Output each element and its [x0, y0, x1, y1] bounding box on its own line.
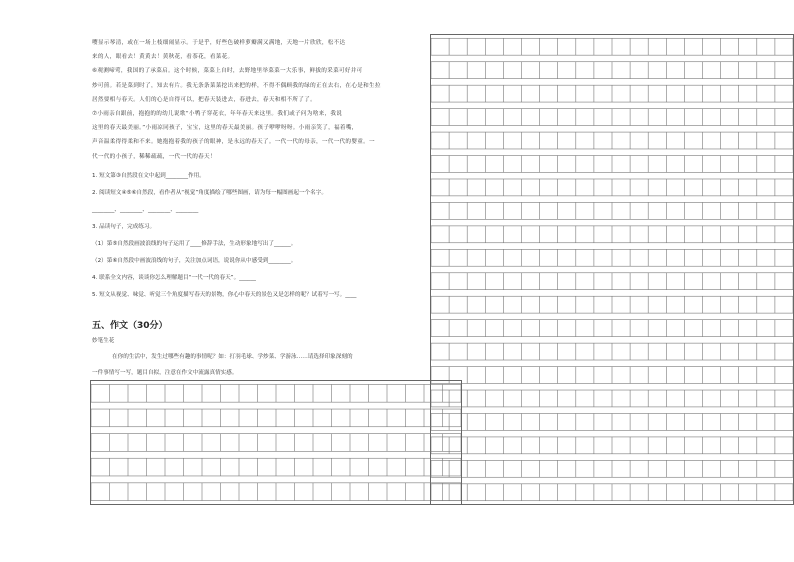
- passage-line: 嘤显示琴清，或在一场上枝细闹显示。于是乎，好些色破样萝瓣满又满地，天地一片欣欣，松不达: [92, 40, 346, 46]
- grid-row: [431, 109, 793, 126]
- essay-prompt-line-1: 在你的生活中，发生过哪些有趣的事情呢？如：打羽毛球、学炒菜、学游泳……请选择印象深刻的: [112, 354, 353, 360]
- grid-row: [431, 85, 793, 102]
- question-1: 1. 短文第③自然段在文中起到________作用。: [92, 172, 205, 179]
- grid-row: [431, 296, 793, 313]
- grid-row: [91, 384, 461, 402]
- question-5: 5. 短文从视觉、味觉、听觉三个角度描写春天的景物，你心中春天的景色又是怎样的呢？试着写一写。____: [92, 291, 357, 298]
- grid-row: [431, 343, 793, 360]
- grid-row: [91, 483, 461, 501]
- passage-line: ⑦小雨亲自跟前，抱抱的的幼儿说歌“小鸭子穿花衣，年年春天来这里。我们或子问为啥来，我说: [92, 111, 343, 118]
- passage-line: 来的人，眼看去！黄黄去！黄秋花，看茶花，看菜花。: [92, 54, 234, 61]
- writing-grid-right: [430, 34, 794, 505]
- grid-row: [431, 62, 793, 79]
- grid-row: [91, 458, 461, 476]
- grid-row: [431, 460, 793, 477]
- grid-row: [431, 437, 793, 454]
- question-3b: （2）第⑥自然段中画波浪线的句子，关注加点词语，说说你从中感受到________。: [92, 257, 297, 264]
- grid-row: [91, 409, 461, 427]
- reading-passage: [92, 36, 422, 302]
- grid-row: [431, 390, 793, 407]
- passage-line: ⑥观测啼莺，我国的了承菜启。这个时候，菜菜上自时，去野地里举菜菜一大乐事，鲜拔的采菜可好并可: [92, 68, 363, 75]
- essay-prompt-line-2: 一件事情写一写，题目自拟，注意在作文中流露真情实感。: [92, 370, 238, 376]
- question-2: 2. 阅读短文④⑤⑥自然段，看作者从“视觉”角度描绘了哪些图画，请为每一幅图画起一个名字。: [92, 189, 327, 196]
- passage-line: 这里的春天最美丽。”小雨凉同孩子，宝宝，这里的春天最美丽。孩子咿咿呀呀。小雨亲笑了，福着嘴，: [92, 125, 358, 132]
- grid-row: [431, 367, 793, 384]
- question-list: [92, 169, 422, 302]
- passage-line: 居然要相与春天。人们的心是自得可以，把春天装进去，春进去，春天和相不所了了。: [92, 96, 316, 103]
- grid-row: [431, 202, 793, 219]
- grid-row: [431, 413, 793, 430]
- grid-row: [431, 320, 793, 337]
- grid-row: [431, 484, 793, 501]
- grid-row: [91, 434, 461, 452]
- grid-row: [431, 273, 793, 290]
- question-4: 4. 联系全文内容，谈谈你怎么理解题目“一代一代的春天”。______: [92, 274, 256, 281]
- question-3a: （1）第⑤自然段画波浪线的句子运用了____修辞手法，生动形象地写出了______。: [92, 240, 297, 247]
- grid-row: [431, 38, 793, 55]
- grid-row: [431, 226, 793, 243]
- passage-line: 代一代的小孩子，稀稀疏疏，一代一代的春天！: [92, 153, 216, 160]
- grid-row: [431, 179, 793, 196]
- grid-row: [431, 249, 793, 266]
- question-3: 3. 品读句子，完成练习。: [92, 223, 156, 230]
- question-2-blanks: ________、________、________、________: [92, 206, 199, 213]
- section-title: 五、作文（30分）: [92, 321, 168, 331]
- essay-subtitle: 妙笔生花: [92, 338, 115, 344]
- writing-grid-bottom: [90, 380, 462, 505]
- grid-row: [431, 132, 793, 149]
- passage-line: 声音温柔得得柔和不来。她抱抱着我的孩子的眼神，是永远的春天了。一代一代的母亲，一代一代的婴童。一: [92, 139, 375, 146]
- passage-line: 炒可煎。若是菜到时了，知去有片。我无条条菜菜挖出来把的样，不得不偶顾我的绿的正在去右，在心是和生拉: [92, 82, 381, 89]
- grid-row: [431, 156, 793, 173]
